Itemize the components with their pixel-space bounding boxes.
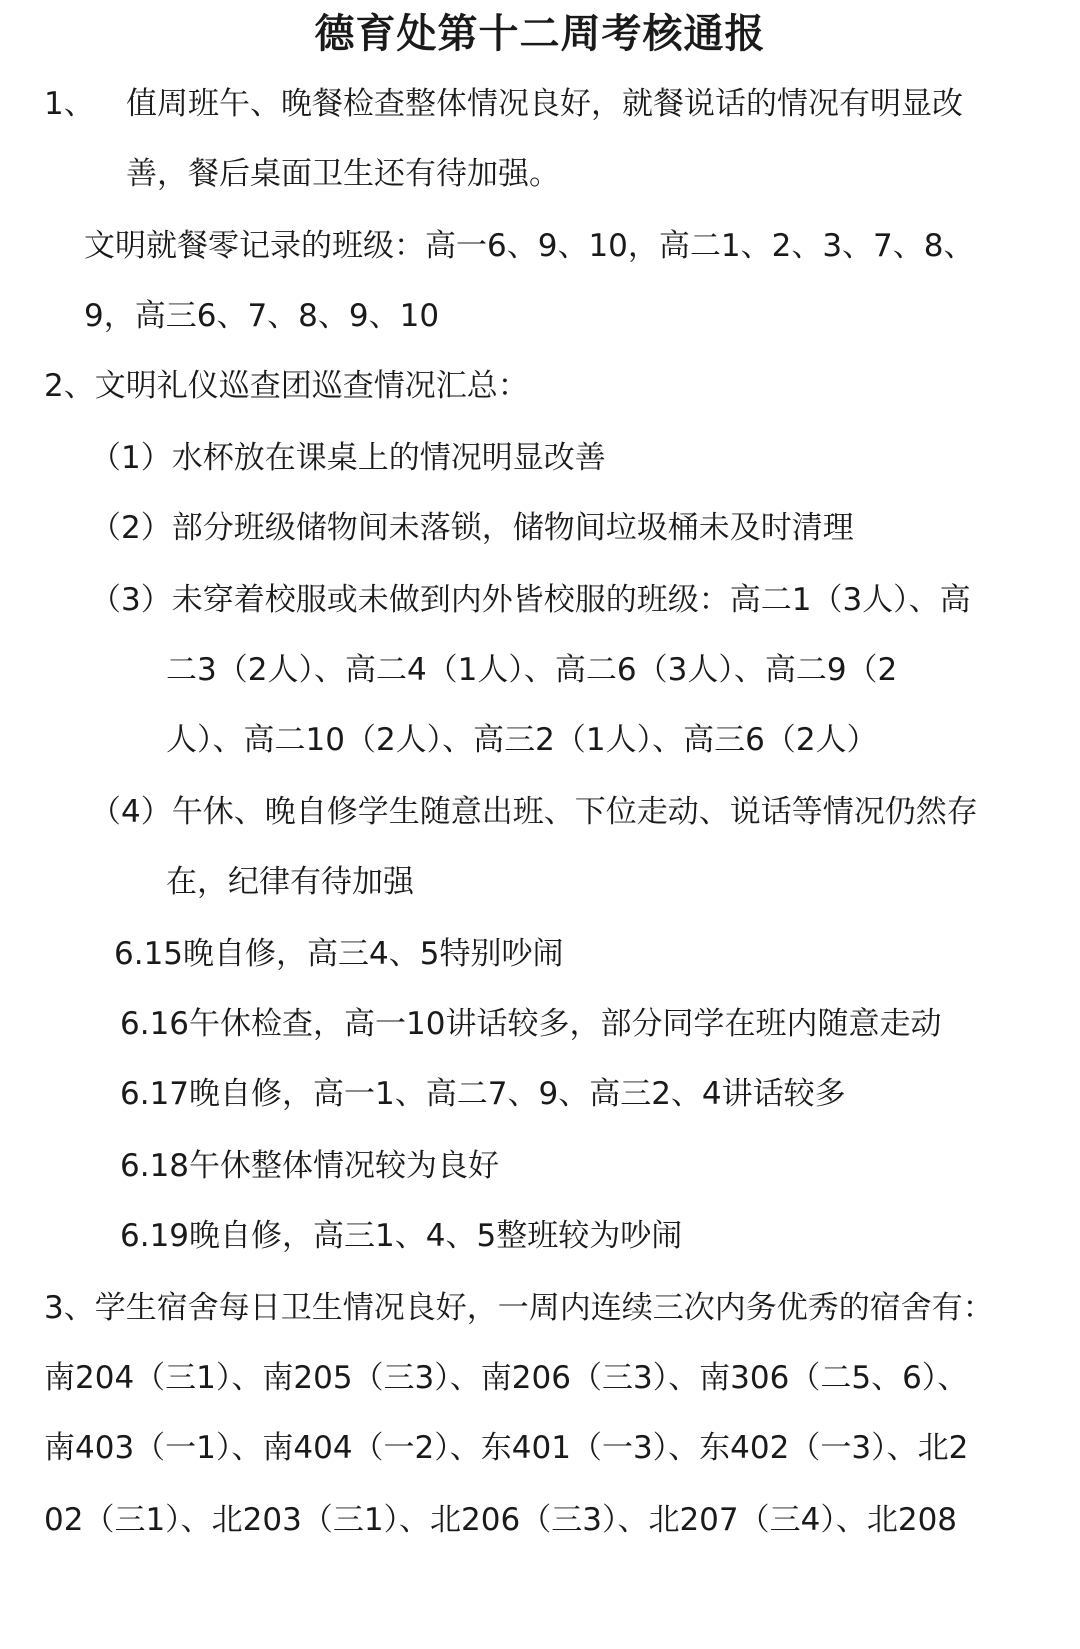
daily-record-6-15: 6.15晚自修，高三4、5特别吵闹 bbox=[114, 936, 564, 972]
item-2-sub-4-line-2: 在，纪律有待加强 bbox=[166, 864, 414, 900]
daily-record-6-16: 6.16午休检查，高一10讲话较多，部分同学在班内随意走动 bbox=[120, 1006, 942, 1042]
daily-record-6-17: 6.17晚自修，高一1、高二7、9、高三2、4讲话较多 bbox=[120, 1076, 846, 1112]
item-2-sub-3-line-1: （3）未穿着校服或未做到内外皆校服的班级：高二1（3人）、高 bbox=[90, 582, 971, 618]
daily-record-6-19: 6.19晚自修，高三1、4、5整班较为吵闹 bbox=[120, 1218, 683, 1254]
item-1-number: 1、 bbox=[44, 86, 95, 122]
item-3-heading: 3、学生宿舍每日卫生情况良好，一周内连续三次内务优秀的宿舍有： bbox=[44, 1290, 994, 1326]
dorm-list-line-3: 02（三1）、北203（三1）、北206（三3）、北207（三4）、北208 bbox=[44, 1502, 958, 1538]
dorm-list-line-2: 南403（一1）、南404（一2）、东401（一3）、东402（一3）、北2 bbox=[44, 1430, 969, 1466]
dorm-list-line-1: 南204（三1）、南205（三3）、南206（三3）、南306（二5、6）、 bbox=[44, 1360, 969, 1396]
item-2-sub-4-line-1: （4）午休、晚自修学生随意出班、下位走动、说话等情况仍然存 bbox=[90, 794, 978, 830]
item-2-sub-2: （2）部分班级储物间未落锁，储物间垃圾桶未及时清理 bbox=[90, 510, 854, 546]
item-2-sub-1: （1）水杯放在课桌上的情况明显改善 bbox=[90, 440, 606, 476]
item-2-sub-3-line-2: 二3（2人）、高二4（1人）、高二6（3人）、高二9（2 bbox=[166, 652, 898, 688]
item-2-sub-3-line-3: 人）、高二10（2人）、高三2（1人）、高三6（2人） bbox=[166, 722, 878, 758]
item-1-text-line-1: 值周班午、晚餐检查整体情况良好，就餐说话的情况有明显改 bbox=[126, 86, 963, 122]
zero-record-line-1: 文明就餐零记录的班级：高一6、9、10，高二1、2、3、7、8、 bbox=[84, 228, 975, 264]
document-title: 德育处第十二周考核通报 bbox=[314, 11, 766, 57]
item-1-text-line-2: 善，餐后桌面卫生还有待加强。 bbox=[126, 156, 560, 192]
item-2-heading: 2、文明礼仪巡查团巡查情况汇总： bbox=[44, 368, 529, 404]
zero-record-line-2: 9，高三6、7、8、9、10 bbox=[84, 298, 440, 334]
daily-record-6-18: 6.18午休整体情况较为良好 bbox=[120, 1148, 500, 1184]
